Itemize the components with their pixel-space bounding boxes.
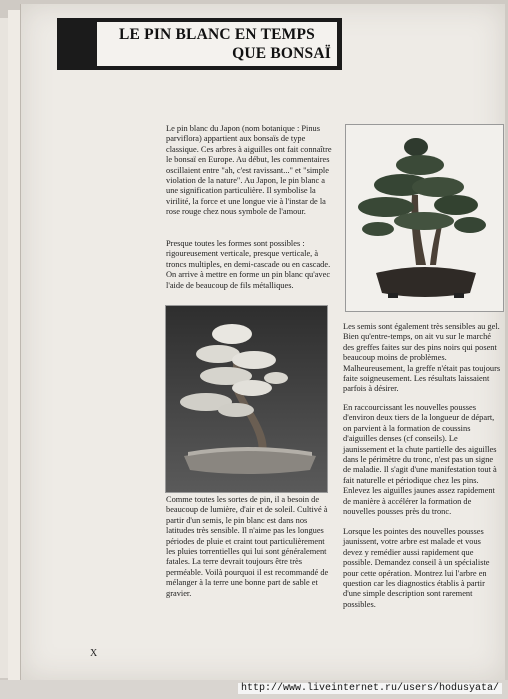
paragraph-forms: Presque toutes les formes sont possibles : rigoureusement verticale, presque verticale, à troncs multiples, en demi-cascade ou en cascade. On arrive à mettre en forme un pin blanc qu'avec l'aide de beaucoup de fils métalliques. xyxy=(166,239,331,290)
bonsai-pine-photo-dark xyxy=(165,305,328,493)
paragraph-frost: Les semis sont également très sensibles au gel. Bien qu'entre-temps, on ait vu sur le marché des greffes faites sur des pins noirs qui posent beaucoup moins de problèmes. Malheureusement, la greffe n'était pas toujours faite soigneusement. Les résultats laissaient parfois à désirer. xyxy=(343,322,501,394)
page-title xyxy=(97,22,337,66)
bonsai-pine-photo xyxy=(345,124,504,312)
paragraph-intro: Le pin blanc du Japon (nom botanique : Pinus parviflora) appartient aux bonsaïs de type classique. Ces arbres à aiguilles ont fait connaître le bonsaï en Europe. Au début, les commentaires oscillaient entre "ah, c'est ravissant..." et "simple violation de la nature". Au Japon, le pin blanc a une signification particulière. Il symbolise la virilité, la force et une longue vie à l'instar de la rose rouge chez nous symbole de l'amour. xyxy=(166,124,332,217)
title-line-1: LE PIN BLANC EN TEMPS xyxy=(119,26,315,43)
page-marker: X xyxy=(90,648,98,659)
title-line-2: QUE BONSAÏ xyxy=(232,45,331,62)
bonsai-tree-icon xyxy=(346,125,503,311)
paragraph-pruning: En raccourcissant les nouvelles pousses d'environ deux tiers de la longueur de départ, on parvient à la formation de coussins d'aiguilles denses (cf conseils). Le jaunissement et la chute partielle des aiguilles dans le périmètre du tronc, n'est pas un signe de maladie. Il s'agit d'une manifestation tout à fait naturelle et périodique chez les pins. Enlevez les aiguilles jaunes assez rapidement de manière à accélérer la formation de nouvelles pousses près du tronc. xyxy=(343,403,497,517)
watermark-url: http://www.liveinternet.ru/users/hodusyata/ xyxy=(238,683,502,694)
paragraph-disease: Lorsque les pointes des nouvelles pousses jaunissent, votre arbre est malade et vous devez y remédier aussi rapidement que possible. Demandez conseil à un spécialiste pour cette opération. Montrez lui l'arbre en question car les diagnostics établis à partir d'une simple description sont rarement possibles. xyxy=(343,527,490,609)
bonsai-tree-icon xyxy=(166,306,327,492)
title-block xyxy=(57,18,342,70)
paragraph-light: Comme toutes les sortes de pin, il a besoin de beaucoup de lumière, d'air et de soleil. Cultivé à partir d'un semis, le pin blanc est dans nos latitudes très sensible. Il n'aime pas les longues périodes de pluie et craint tout particulièrement les pluies torrentielles qui lui sont généralement fatales. La terre devrait toujours être très perméable. Voilà pourquoi il est recommandé de mélanger à la terre une bonne part de sable et gravier. xyxy=(166,495,329,598)
